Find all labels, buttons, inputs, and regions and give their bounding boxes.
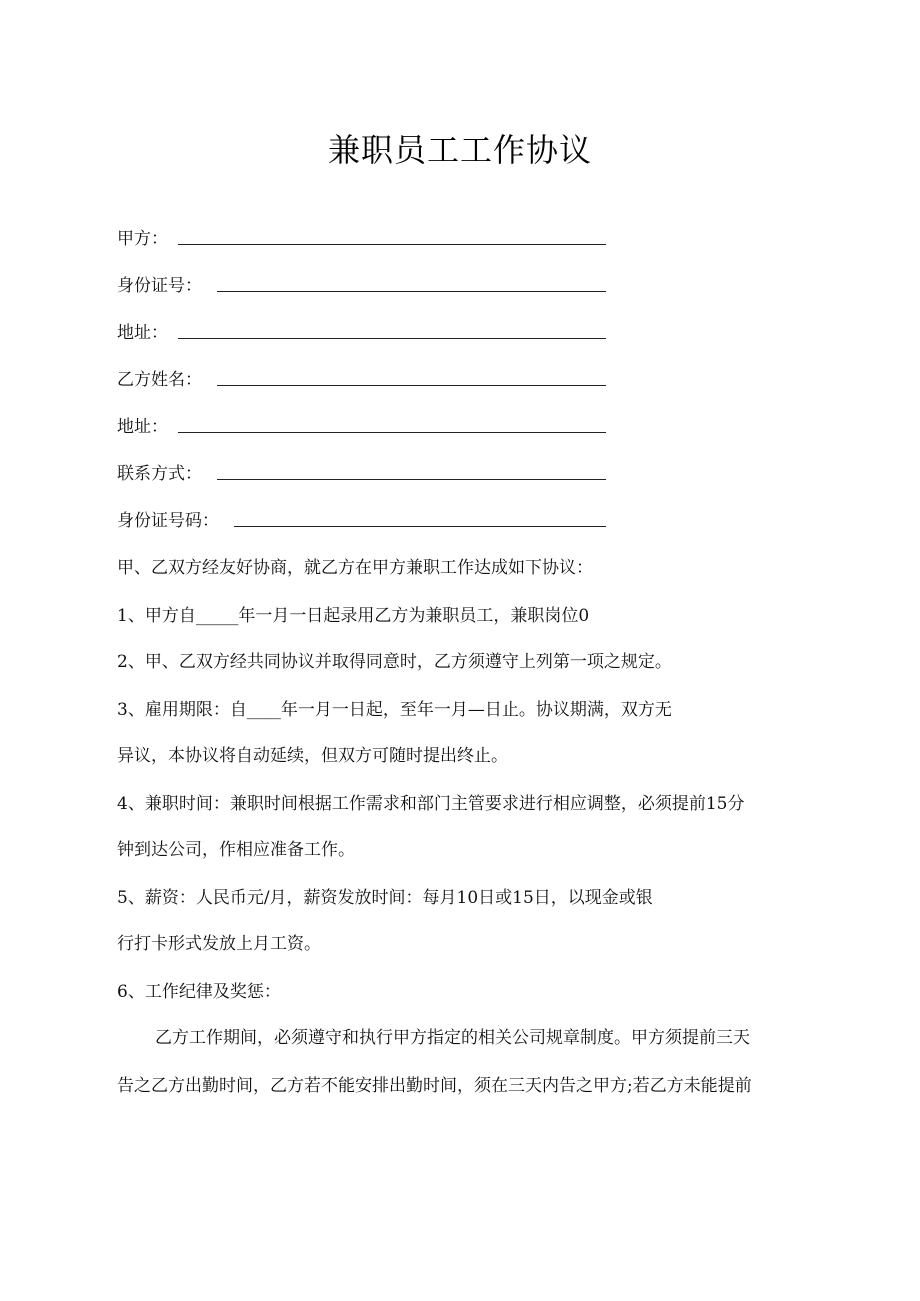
- clause-3-line-1: 3、雇用期限：自____年一月一日起，至年一月—日止。协议期满，双方无: [117, 700, 672, 720]
- party-b-id-label: 身份证号码：: [117, 511, 219, 531]
- party-b-contact-field: [117, 461, 202, 487]
- party-b-contact-label: 联系方式：: [117, 464, 202, 484]
- clause-6-heading: 6、工作纪律及奖惩：: [117, 982, 281, 1002]
- party-b-contact-blank: [217, 479, 606, 480]
- clause-6-body-line-1: 乙方工作期间，必须遵守和执行甲方指定的相关公司规章制度。甲方须提前三天: [155, 1028, 750, 1048]
- clause-5-line-2: 行打卡形式发放上月工资。: [117, 934, 321, 954]
- clause-4-line-2: 钟到达公司，作相应准备工作。: [117, 840, 355, 860]
- party-b-name-blank: [217, 385, 606, 386]
- party-b-name-field: [117, 367, 202, 393]
- party-b-name-label: 乙方姓名：: [117, 370, 202, 390]
- party-b-address-blank: [178, 432, 606, 433]
- party-a-address-field: [117, 320, 168, 346]
- party-a-blank: [178, 244, 606, 245]
- party-a-address-label: 地址：: [117, 323, 168, 343]
- party-a-id-field: [117, 273, 202, 299]
- party-b-address-field: [117, 414, 168, 440]
- party-a-id-label: 身份证号：: [117, 276, 202, 296]
- clause-3-line-2: 异议，本协议将自动延续，但双方可随时提出终止。: [117, 746, 508, 766]
- party-b-id-blank: [234, 526, 606, 527]
- party-a-field: [117, 226, 168, 252]
- clause-2-line: 2、甲、乙双方经共同协议并取得同意时，乙方须遵守上列第一项之规定。: [117, 652, 672, 672]
- party-a-label: 甲方：: [117, 229, 168, 249]
- party-a-address-blank: [178, 338, 606, 339]
- clause-1-line: 1、甲方自_____年一月一日起录用乙方为兼职员工，兼职岗位0: [117, 606, 590, 626]
- document-title: 兼职员工工作协议: [327, 131, 592, 169]
- intro-line: 甲、乙双方经友好协商，就乙方在甲方兼职工作达成如下协议：: [117, 558, 593, 578]
- clause-5-line-1: 5、薪资：人民币元/月，薪资发放时间：每月10日或15日，以现金或银: [117, 888, 653, 908]
- party-b-address-label: 地址：: [117, 417, 168, 437]
- clause-4-line-1: 4、兼职时间：兼职时间根据工作需求和部门主管要求进行相应调整，必须提前15分: [117, 794, 745, 814]
- party-a-id-blank: [217, 291, 606, 292]
- clause-6-body-line-2: 告之乙方出勤时间，乙方若不能安排出勤时间，须在三天内告之甲方;若乙方未能提前: [117, 1076, 752, 1096]
- party-b-id-field: [117, 508, 219, 534]
